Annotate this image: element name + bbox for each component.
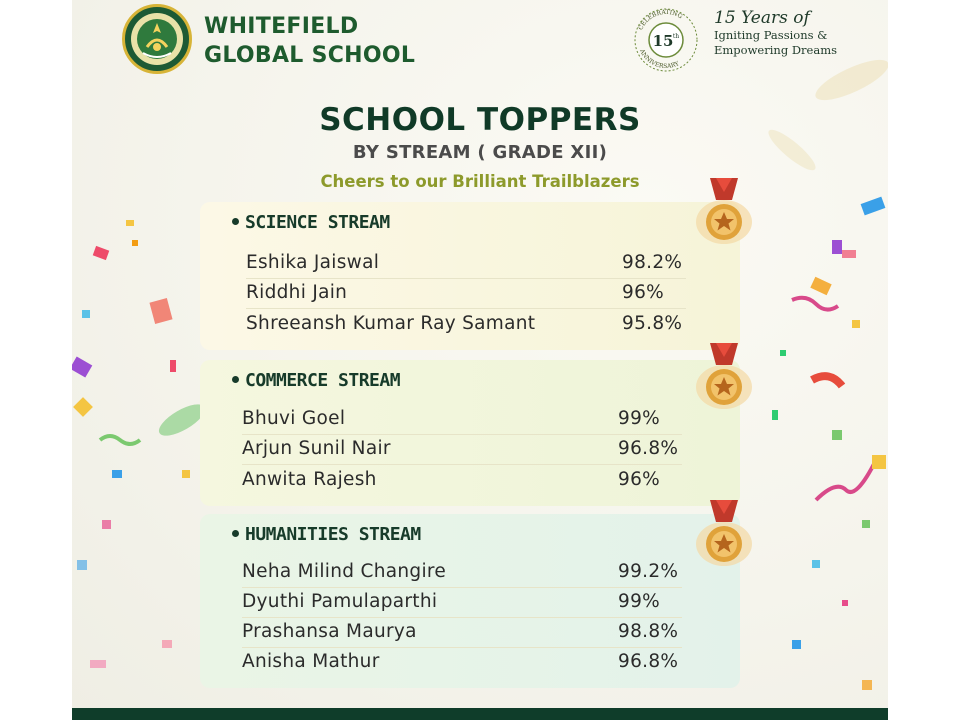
topper-score: 99%: [618, 591, 661, 612]
topper-score: 96%: [618, 469, 661, 490]
divider: [242, 434, 682, 435]
divider: [246, 308, 686, 309]
topper-score: 95.8%: [622, 313, 683, 334]
topper-name: Anwita Rajesh: [242, 469, 377, 490]
school-name-line1: WHITEFIELD: [204, 14, 359, 39]
stream-card-science: [200, 202, 740, 350]
topper-name: Riddhi Jain: [246, 282, 348, 303]
topper-name: Arjun Sunil Nair: [242, 438, 391, 459]
poster: [72, 0, 888, 720]
topper-score: 96%: [622, 282, 665, 303]
anniversary-tagline-line3: Empowering Dreams: [714, 43, 838, 57]
stream-title: COMMERCE STREAM: [232, 370, 400, 391]
topper-name: Dyuthi Pamulaparthi: [242, 591, 438, 612]
school-name: [204, 12, 415, 70]
topper-score: 96.8%: [618, 651, 679, 672]
stream-card-humanities: [200, 514, 740, 688]
anniversary-tagline-big: 15 Years of: [714, 8, 810, 28]
divider: [242, 587, 682, 588]
anniversary-number: 15: [652, 32, 674, 50]
medal-icon: [692, 343, 756, 415]
topper-name: Eshika Jaiswal: [246, 252, 380, 273]
medal-icon: [692, 500, 756, 572]
medal-icon: [692, 178, 756, 250]
stream-title: HUMANITIES STREAM: [232, 524, 421, 545]
topper-score: 98.2%: [622, 252, 683, 273]
divider: [242, 647, 682, 648]
topper-score: 99.2%: [618, 561, 679, 582]
page-title: SCHOOL TOPPERS: [319, 102, 641, 138]
topper-score: 98.8%: [618, 621, 679, 642]
school-logo: [122, 4, 192, 74]
anniversary-badge: [632, 6, 700, 74]
topper-name: Anisha Mathur: [242, 651, 380, 672]
stream-card-commerce: [200, 360, 740, 506]
stream-title: SCIENCE STREAM: [232, 212, 390, 233]
topper-name: Bhuvi Goel: [242, 408, 346, 429]
divider: [242, 464, 682, 465]
topper-name: Shreeansh Kumar Ray Samant: [246, 313, 536, 334]
divider: [242, 617, 682, 618]
divider: [246, 278, 686, 279]
anniversary-suffix: th: [672, 33, 680, 40]
topper-score: 96.8%: [618, 438, 679, 459]
topper-name: Neha Milind Changire: [242, 561, 447, 582]
page-tagline: Cheers to our Brilliant Trailblazers: [320, 172, 640, 191]
anniversary-tagline: [714, 8, 837, 58]
bullet-icon: [232, 376, 239, 383]
anniversary-tagline-line2: Igniting Passions &: [714, 28, 828, 42]
anniversary-ring-top-text: CELEBRATING: [637, 8, 684, 32]
topper-score: 99%: [618, 408, 661, 429]
footer-band: [72, 708, 888, 720]
bullet-icon: [232, 218, 239, 225]
bullet-icon: [232, 530, 239, 537]
school-name-line2: GLOBAL SCHOOL: [204, 43, 416, 68]
page-subtitle: BY STREAM ( GRADE XII): [352, 142, 608, 163]
topper-name: Prashansa Maurya: [242, 621, 417, 642]
anniversary-ring-bottom-text: ANNIVERSARY: [638, 48, 681, 71]
